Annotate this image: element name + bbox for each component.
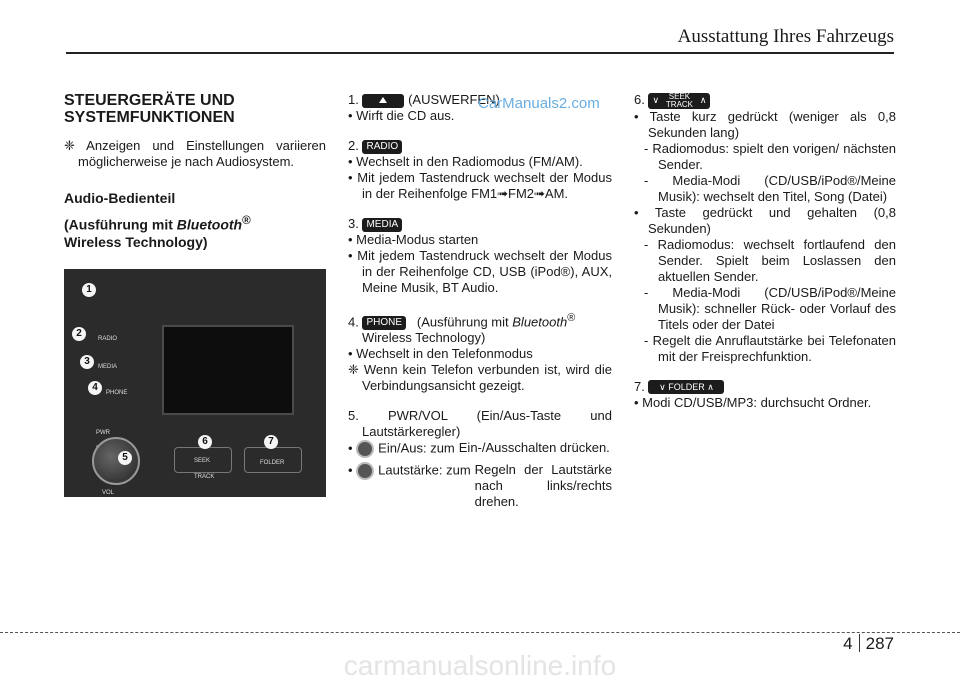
item-1-bullet: • Wirft die CD aus. <box>348 108 455 123</box>
callout-1: 1 <box>82 283 96 297</box>
knob-icon <box>356 440 374 458</box>
chevron-up-icon: ∧ <box>699 94 707 105</box>
item-6-dash-2: - Media-Modi (CD/USB/iPod®/Meine Musik): wechselt den Titel, Song (Datei) <box>644 172 896 204</box>
item-5-volume: • Lautstärke: zum Regeln der Lautstärke nach links/rechts drehen. <box>348 462 612 510</box>
page-number-value: 287 <box>865 634 894 653</box>
volume-value: Regeln der Lautstärke nach links/rechts drehen. <box>474 462 612 510</box>
knob-icon <box>356 462 374 480</box>
chapter-number: 4 <box>843 634 853 653</box>
item-6-bullet-1: • Taste kurz gedrückt (weniger als 0,8 Sekunden lang) <box>634 108 896 140</box>
phone-badge: PHONE <box>362 316 406 330</box>
bluetooth-brand: Bluetooth <box>176 216 243 233</box>
column-right <box>634 92 896 411</box>
item-number: 2. <box>348 138 359 153</box>
photo-label-pwr: PWR <box>96 429 110 436</box>
eject-icon <box>362 94 404 108</box>
callout-2: 2 <box>72 327 86 341</box>
photo-label-media: MEDIA <box>98 363 118 370</box>
callout-3: 3 <box>80 355 94 369</box>
item-3-bullet-2: • Mit jedem Tastendruck wechselt der Modus in der Reihenfolge CD, USB (iPod®), AUX, Meine Musik, BT Audio. <box>348 248 612 295</box>
photo-label-radio: RADIO <box>98 335 118 342</box>
column-left <box>64 92 326 497</box>
item-number: 6. <box>634 92 645 107</box>
folder-label: FOLDER <box>668 382 705 393</box>
callout-7: 7 <box>264 435 278 449</box>
page-header-title: Ausstattung Ihres Fahrzeugs <box>677 26 894 47</box>
power-key: Ein/Aus: zum <box>378 440 455 456</box>
item-4-title <box>348 310 612 330</box>
subheading-prefix: (Ausführung mit <box>64 216 177 233</box>
power-value: Ein-/Ausschalten drücken. <box>458 440 610 456</box>
item-1-label: (AUSWERFEN) <box>408 92 500 107</box>
display-screen <box>162 325 294 415</box>
item-3-bullet-1: • Media-Modus starten <box>348 232 479 247</box>
callout-5: 5 <box>118 451 132 465</box>
folder-badge: ∨ FOLDER ∧ <box>648 380 724 394</box>
item-6-title <box>634 92 896 109</box>
chevron-down-icon: ∨ <box>652 94 660 105</box>
item-4-prefix: (Ausführung mit <box>416 314 509 330</box>
seek-label: SEEK <box>668 91 691 101</box>
item-6-bullet-2: • Taste gedrückt und gehalten (0,8 Sekunden) <box>634 204 896 236</box>
photo-label-folder: FOLDER <box>260 459 285 466</box>
item-4-note: ❈ Wenn kein Telefon verbunden ist, wird die Verbindungsansicht gezeigt. <box>348 362 612 394</box>
radio-badge: RADIO <box>362 140 402 154</box>
subheading-suffix: Wireless Technology) <box>64 233 208 250</box>
callout-4: 4 <box>88 381 102 395</box>
item-2-title <box>348 138 612 154</box>
registered-mark: ® <box>242 214 251 227</box>
section-heading: STEUERGERÄTE UND SYSTEMFUNKTIONEN <box>64 92 235 126</box>
item-number: 7. <box>634 378 645 394</box>
item-number: 4. <box>348 314 359 330</box>
callout-6: 6 <box>198 435 212 449</box>
item-3-title <box>348 216 612 232</box>
footer-rule <box>0 632 960 633</box>
seek-track-badge <box>648 93 710 109</box>
watermark-text: CarManuals2.com <box>478 95 600 112</box>
subheading-bluetooth-version <box>64 212 326 251</box>
item-4-bullet-1: • Wechselt in den Telefonmodus <box>348 346 533 362</box>
item-6-dash-5: - Regelt die Anruflautstärke bei Telefonaten mit der Freisprechfunktion. <box>644 332 896 364</box>
header-rule <box>66 52 894 54</box>
item-6-dash-4: - Media-Modi (CD/USB/iPod®/Meine Musik): schneller Rück- oder Vorlauf des Titels oder der Datei <box>644 284 896 332</box>
track-label: TRACK <box>665 99 694 109</box>
item-6-dash-3: - Radiomodus: wechselt fortlaufend den Sender. Spielt beim Loslassen den aktuellen Sender. <box>644 236 896 284</box>
item-5-title: 5. PWR/VOL (Ein/Aus-Taste und Lautstärkeregler) <box>348 408 612 440</box>
item-2-bullet-1: • Wechselt in den Radiomodus (FM/AM). <box>348 154 583 169</box>
photo-label-seek: SEEK TRACK <box>194 457 215 480</box>
photo-label-vol: VOL <box>102 489 115 496</box>
column-middle <box>348 92 612 510</box>
item-5-power: • Ein/Aus: zum Ein-/Ausschalten drücken. <box>348 440 612 458</box>
photo-label-phone: PHONE <box>106 389 128 396</box>
registered-mark: ® <box>567 312 576 324</box>
audio-panel-photo <box>64 269 326 497</box>
item-4-line-2: Wireless Technology) <box>362 330 486 346</box>
volume-key: Lautstärke: zum <box>378 462 471 478</box>
note-display-varies: ❈ Anzeigen und Einstellungen variieren möglicherweise je nach Audiosystem. <box>64 138 326 169</box>
item-number: 3. <box>348 216 359 231</box>
item-6-dash-1: - Radiomodus: spielt den vorigen/ nächsten Sender. <box>644 140 896 172</box>
item-7-bullet-1: • Modi CD/USB/MP3: durchsucht Ordner. <box>634 394 872 410</box>
footer-watermark: carmanualsonline.info <box>343 650 617 681</box>
subheading-audio-panel: Audio-Bedienteil <box>64 190 176 206</box>
item-2-bullet-2: • Mit jedem Tastendruck wechselt der Modus in der Reihenfolge FM1➟FM2➟AM. <box>348 170 612 201</box>
item-number: 1. <box>348 92 359 107</box>
bluetooth-brand: Bluetooth <box>512 314 568 330</box>
media-badge: MEDIA <box>362 218 402 232</box>
item-7-title <box>634 379 896 395</box>
pwr-vol-knob <box>92 437 140 485</box>
